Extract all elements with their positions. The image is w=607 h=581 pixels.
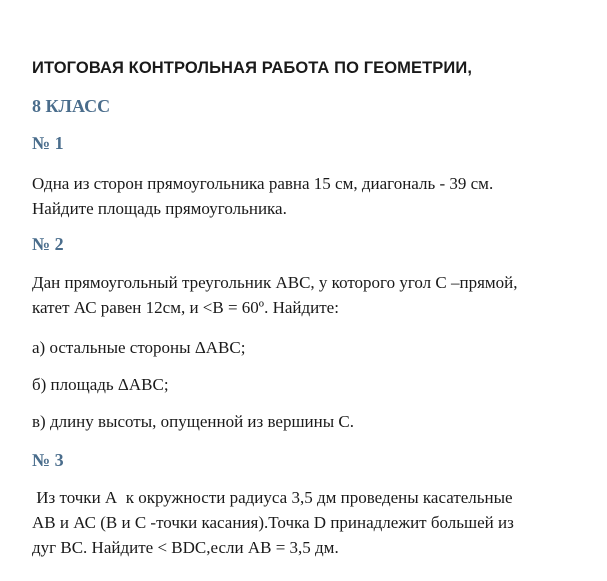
worksheet-title: ИТОГОВАЯ КОНТРОЛЬНАЯ РАБОТА ПО ГЕОМЕТРИИ, — [32, 59, 473, 77]
task-3-number: № 3 — [32, 450, 64, 470]
task-2-line-1: Дан прямоугольный треугольник АВС, у которого угол С –прямой, — [32, 273, 518, 292]
task-2-number: № 2 — [32, 234, 64, 254]
task-3-line-3: дуг ВС. Найдите < ВDC,если АВ = 3,5 дм. — [32, 538, 339, 557]
task-1-number: № 1 — [32, 133, 64, 153]
task-1-line-2: Найдите площадь прямоугольника. — [32, 199, 287, 218]
task-3-line-1: Из точки А к окружности радиуса 3,5 дм проведены касательные — [32, 488, 513, 507]
grade-heading: 8 КЛАСС — [32, 96, 111, 116]
task-2-item-c: в) длину высоты, опущенной из вершины С. — [32, 412, 354, 431]
task-3-line-2: АВ и АС (В и С -точки касания).Точка D принадлежит большей из — [32, 513, 514, 532]
task-2-item-b: б) площадь ΔАВС; — [32, 375, 169, 394]
task-1-line-1: Одна из сторон прямоугольника равна 15 см, диагональ - 39 см. — [32, 174, 494, 193]
task-2-line-2: катет АС равен 12см, и <В = 60º. Найдите: — [32, 298, 339, 317]
task-2-item-a: а) остальные стороны ΔАВС; — [32, 338, 246, 357]
